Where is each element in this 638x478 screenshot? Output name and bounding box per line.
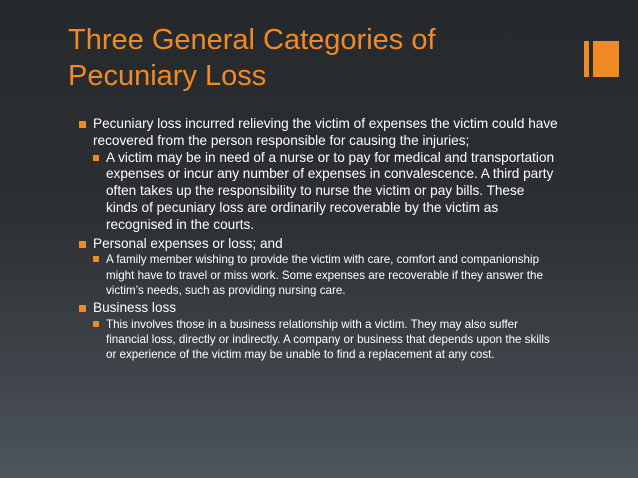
sub-bullet-text: This involves those in a business relationship with a victim. They may also suffer financial loss, directly or indirectly. A company or business that depends upon the skills or experience of the victim may be unable to find a replacement at any cost. [106,317,550,362]
sub-bullet-text: A victim may be in need of a nurse or to pay for medical and transportation expenses or incur any number of expenses in convalescence. A third party often takes up the responsibility to nurse the victim or pay bills. These kinds of pecuniary loss are ordinarily recoverable by the victim as recognised in the courts. [106,149,555,232]
title-accent-thick-bar [593,41,619,77]
square-bullet-icon [79,121,86,128]
square-bullet-icon [93,256,99,262]
square-bullet-icon [93,155,99,161]
bullet-text: Personal expenses or loss; and [93,235,283,251]
bullet-item [79,300,559,317]
bullet-text: Business loss [93,299,177,315]
sub-bullet-item [93,150,559,234]
sub-bullet-item [93,317,559,363]
slide-title: Three General Categories of Pecuniary Loss [68,24,436,92]
title-accent-thin-bar [584,41,589,77]
sub-bullet-item [93,252,559,298]
square-bullet-icon [79,241,86,248]
square-bullet-icon [93,321,99,327]
sub-bullet-text: A family member wishing to provide the victim with care, comfort and companionship might have to travel or miss work. Some expenses are recoverable if they answer the victim’s needs, such as providing nursing care. [106,253,543,297]
bullet-item [79,116,559,150]
bullet-item [79,236,559,253]
square-bullet-icon [79,305,86,312]
bullet-list [79,116,559,362]
bullet-text: Pecuniary loss incurred relieving the victim of expenses the victim could have recovered from the person responsible for causing the injuries; [93,116,558,148]
